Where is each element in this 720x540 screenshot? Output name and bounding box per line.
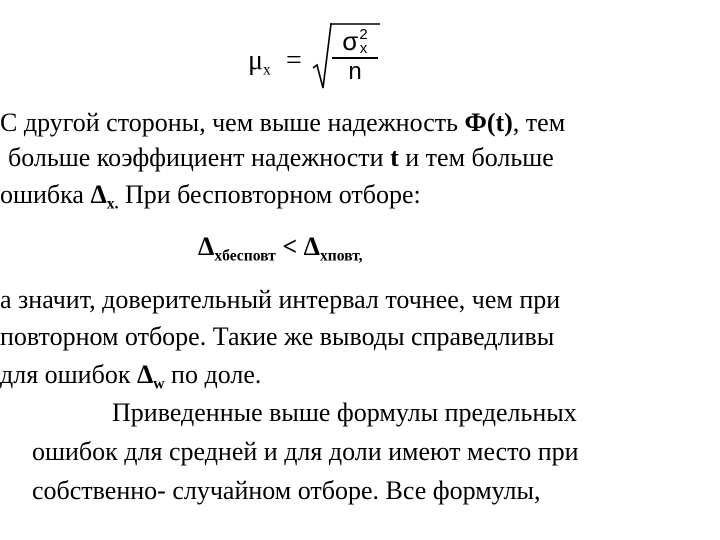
text-line-9: собственно- случайном отборе. Все формулы, <box>32 476 541 505</box>
equals-sign: = <box>286 45 302 76</box>
text-line-3: ошибка $\Delta_{x.}$ При бесповторном отборе: <box>0 180 421 213</box>
text-line-1: С другой стороны, чем выше надежность Ф(t), тем <box>0 108 566 137</box>
text-line-7: Приведенные выше формулы предельных <box>112 398 577 427</box>
text-line-6: для ошибок $\Delta_w$ по доле. <box>0 360 262 393</box>
mu-symbol: $\mu_x$ <box>248 45 271 79</box>
error-inequality: $\Delta_{xбесповт} < \Delta_{xповт,}$ <box>198 232 363 265</box>
text-line-4: а значит, доверительный интервал точнее, чем при <box>0 285 561 314</box>
fraction-numerator: σ2 x <box>342 26 368 57</box>
fraction-denominator: n <box>348 58 362 85</box>
fraction <box>332 28 378 85</box>
text-line-8: ошибок для средней и для доли имеют место при <box>32 437 579 466</box>
text-line-2: больше коэффициент надежности t и тем больше <box>8 143 554 172</box>
text-line-5: повторном отборе. Такие же выводы справедливы <box>0 322 555 351</box>
square-root-icon <box>312 22 332 92</box>
